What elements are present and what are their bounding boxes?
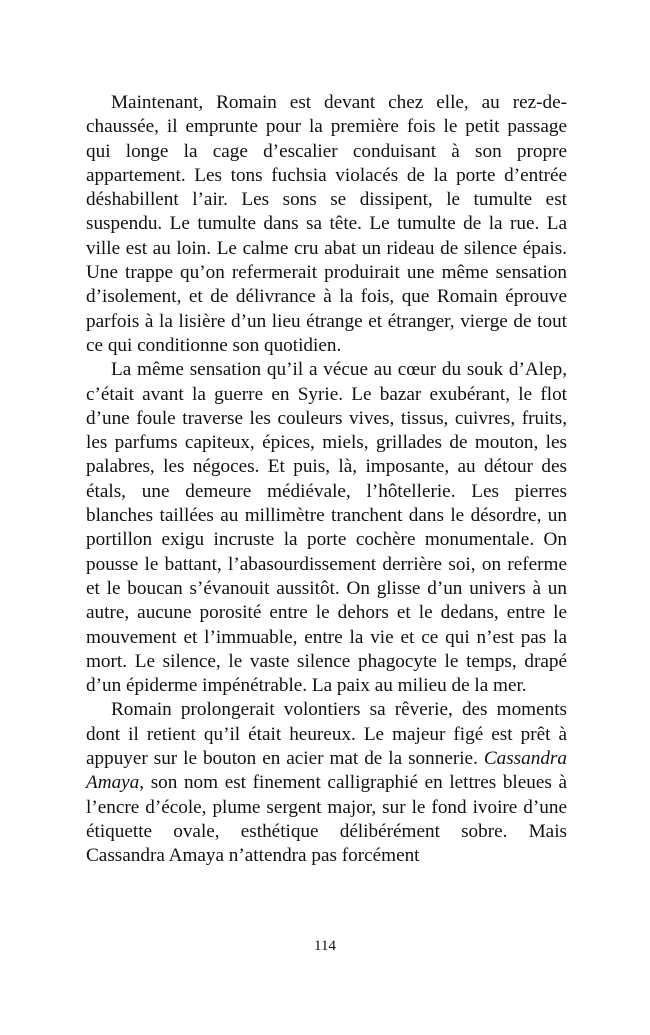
paragraph-3-text-before: Romain prolongerait volontiers sa rêverie, des moments dont il retient qu’il était heureux. Le majeur figé est prêt à appuyer sur le bouton en acier mat de la sonnerie. (86, 699, 567, 770)
page-number: 114 (314, 938, 336, 954)
paragraph-3-italic-name: Cassandra Amaya (86, 748, 567, 794)
body-text (86, 91, 567, 869)
paragraph-1: Maintenant, Romain est devant chez elle, au rez-de-chaussée, il emprunte pour la première fois le petit passage qui longe la cage d’escalier conduisant à son propre appartement. Les tons fuchsia violacés de la porte d’entrée déshabillent l’air. Les sons se dissipent, le tumulte est suspendu. Le tumulte dans sa tête. Le tumulte de la rue. La ville est au loin. Le calme cru abat un rideau de silence épais. Une trappe qu’on refermerait produirait une même sensation d’isolement, et de délivrance à la fois, que Romain éprouve parfois à la lisière d’un lieu étrange et étranger, vierge de tout ce qui conditionne son quotidien. (86, 92, 567, 356)
paragraph-2: La même sensation qu’il a vécue au cœur du souk d’Alep, c’était avant la guerre en Syrie. Le bazar exubérant, le flot d’une foule traverse les couleurs vives, tissus, cuivres, fruits, les parfums capiteux, épices, miels, grillades de mouton, les palabres, les négoces. Et puis, là, imposante, au détour des étals, une demeure médiévale, l’hôtellerie. Les pierres blanches taillées au millimètre tranchent dans le désordre, un portillon exigu incruste la porte cochère monumentale. On pousse le battant, l’abasourdissement derrière soi, on referme et le boucan s’évanouit aussitôt. On glisse d’un univers à un autre, aucune porosité entre le dehors et le dedans, entre le mouvement et l’immuable, entre la vie et ce qui n’est pas la mort. Le silence, le vaste silence phagocyte le temps, drapé d’un épiderme impénétrable. La paix au milieu de la mer. (86, 359, 567, 697)
paragraph-3-text-after: , son nom est finement calligraphié en lettres bleues à l’encre d’école, plume sergent major, sur le fond ivoire d’une étiquette ovale, esthétique délibérément sobre. Mais Cassandra Amaya n’attendra pas forcément (86, 772, 567, 867)
paragraph-3 (86, 698, 567, 868)
